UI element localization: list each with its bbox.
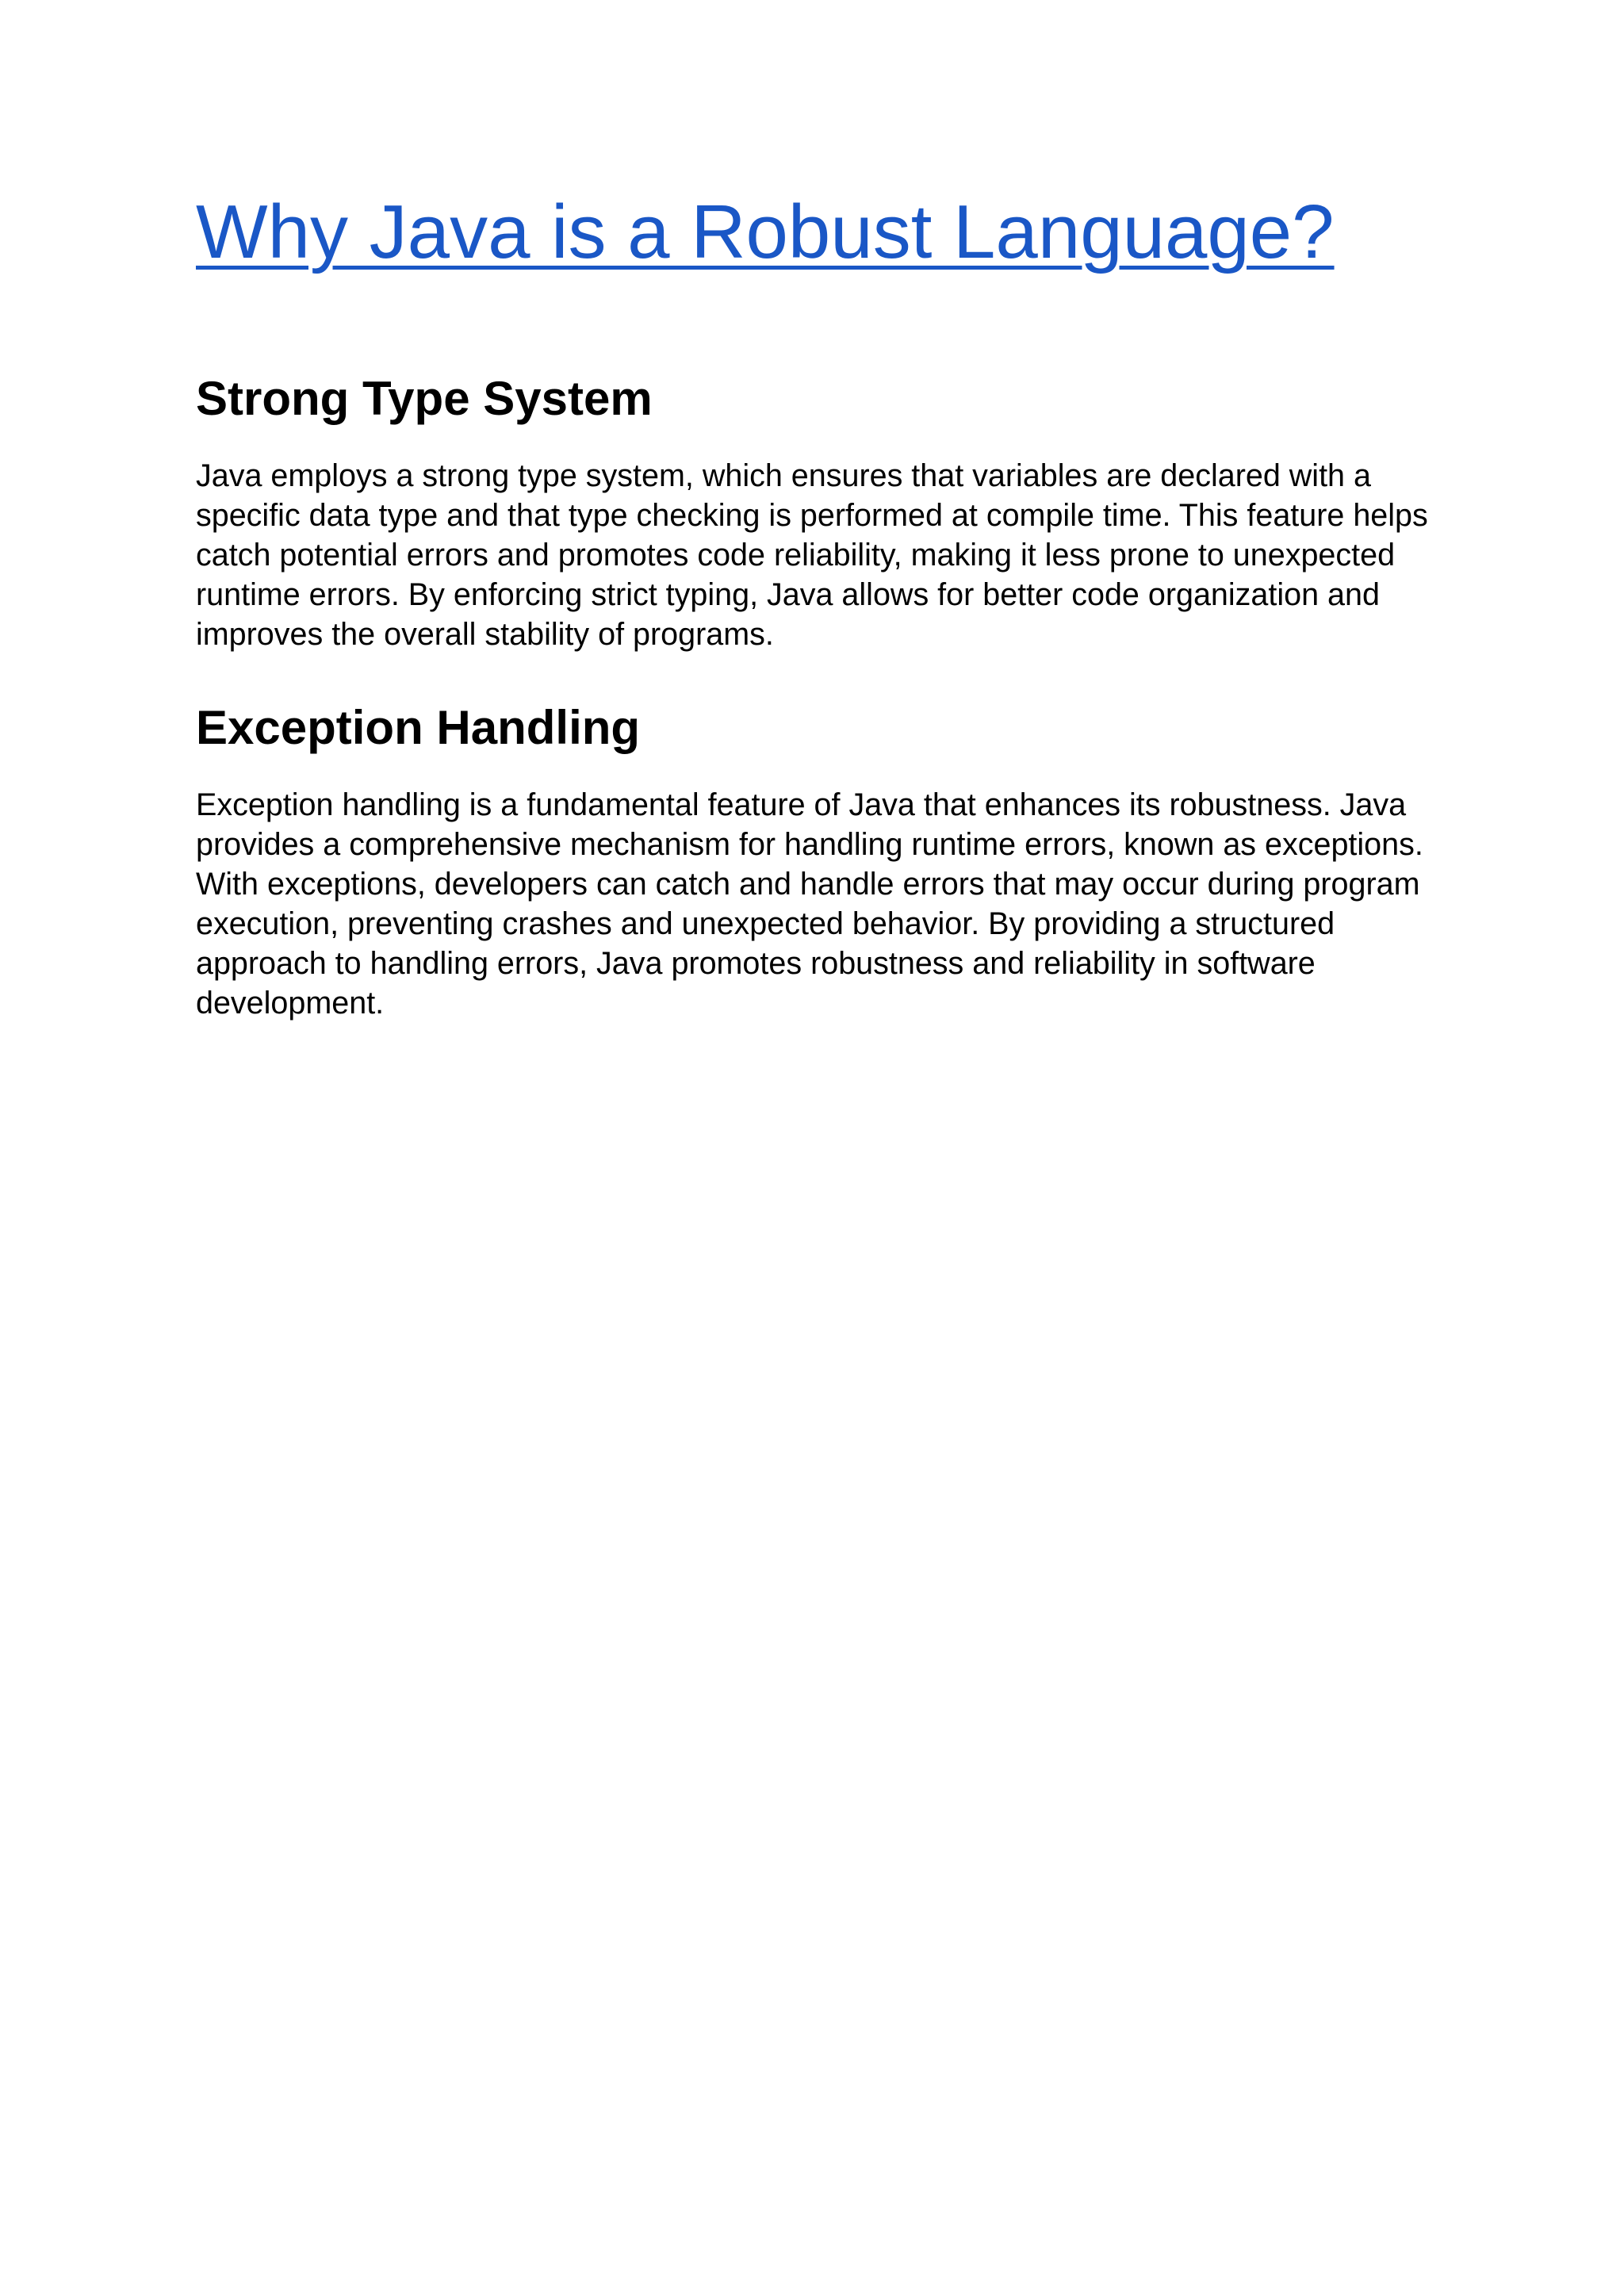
section-body-strong-type-system: Java employs a strong type system, which ensures that variables are declared with a specific data type and that type checking is performed at compile time. This feature helps catch potential errors and promotes code reliability, making it less prone to unexpected runtime errors. By enforcing strict typing, Java allows for better code organization and improves the overall stability of programs. [196, 458, 1428, 653]
section-body-exception-handling: Exception handling is a fundamental feature of Java that enhances its robustness. Java provides a comprehensive mechanism for handling runtime errors, known as exceptions. With exceptions, developers can catch and handle errors that may occur during program execution, preventing crashes and unexpected behavior. By providing a structured approach to handling errors, Java promotes robustness and reliability in software development. [196, 787, 1423, 1021]
document-title-link[interactable]: Why Java is a Robust Language? [196, 190, 1335, 274]
document-content [196, 189, 1449, 1023]
section-heading-exception-handling: Exception Handling [196, 701, 641, 755]
section-heading-strong-type-system: Strong Type System [196, 372, 653, 426]
